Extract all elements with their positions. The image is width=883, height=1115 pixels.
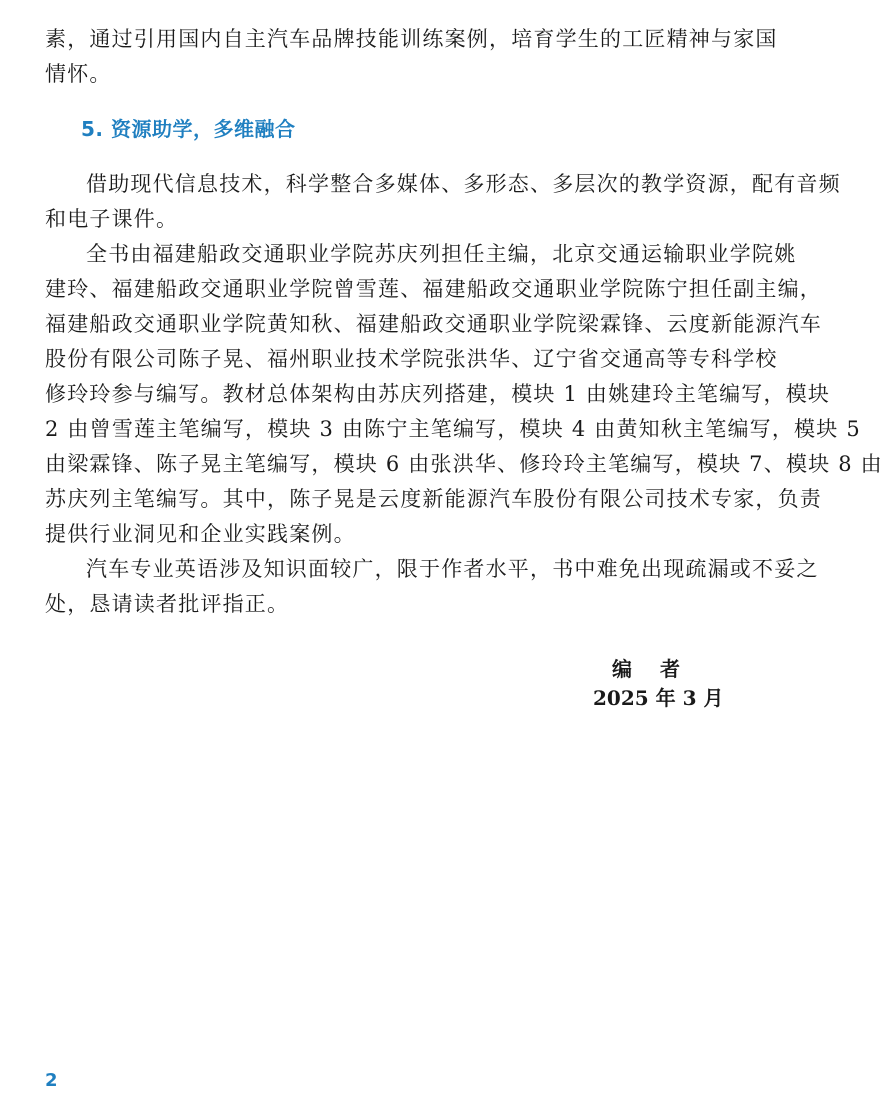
page-body: [45, 22, 883, 622]
paragraph-line: 建玲、福建船政交通职业学院曾雪莲、福建船政交通职业学院陈宁担任副主编，: [45, 277, 822, 301]
signature-author: 编者: [612, 657, 708, 681]
paragraph-line: 素，通过引用国内自主汽车品牌技能训练案例，培育学生的工匠精神与家国: [45, 27, 778, 51]
paragraph-line: 股份有限公司陈子晃、福州职业技术学院张洪华、辽宁省交通高等专科学校: [45, 347, 778, 371]
page-number: 2: [45, 1070, 58, 1091]
paragraph-line: 提供行业洞见和企业实践案例。: [45, 522, 356, 546]
paragraph-line: 全书由福建船政交通职业学院苏庆列担任主编，北京交通运输职业学院姚: [86, 242, 797, 266]
paragraph-line: 由梁霖锋、陈子晃主笔编写，模块 6 由张洪华、修玲玲主笔编写，模块 7、模块 8 由: [45, 452, 883, 476]
paragraph-line: 修玲玲参与编写。教材总体架构由苏庆列搭建，模块 1 由姚建玲主笔编写，模块: [45, 382, 831, 406]
paragraph-line: 处，恳请读者批评指正。: [45, 592, 290, 616]
paragraph-line: 汽车专业英语涉及知识面较广，限于作者水平，书中难免出现疏漏或不妥之: [86, 557, 819, 581]
paragraph-line: 和电子课件。: [45, 207, 179, 231]
paragraph-line: 借助现代信息技术，科学整合多媒体、多形态、多层次的教学资源，配有音频: [86, 172, 841, 196]
paragraph-line: 情怀。: [45, 62, 112, 86]
paragraph-line: 2 由曾雪莲主笔编写，模块 3 由陈宁主笔编写，模块 4 由黄知秋主笔编写，模块 5: [45, 417, 861, 441]
signature-date: 2025 年 3 月: [593, 686, 724, 710]
paragraph-line: 福建船政交通职业学院黄知秋、福建船政交通职业学院梁霖锋、云度新能源汽车: [45, 312, 822, 336]
paragraph-line: 苏庆列主笔编写。其中，陈子晃是云度新能源汽车股份有限公司技术专家，负责: [45, 487, 822, 511]
section-heading: 5. 资源助学，多维融合: [81, 117, 296, 141]
